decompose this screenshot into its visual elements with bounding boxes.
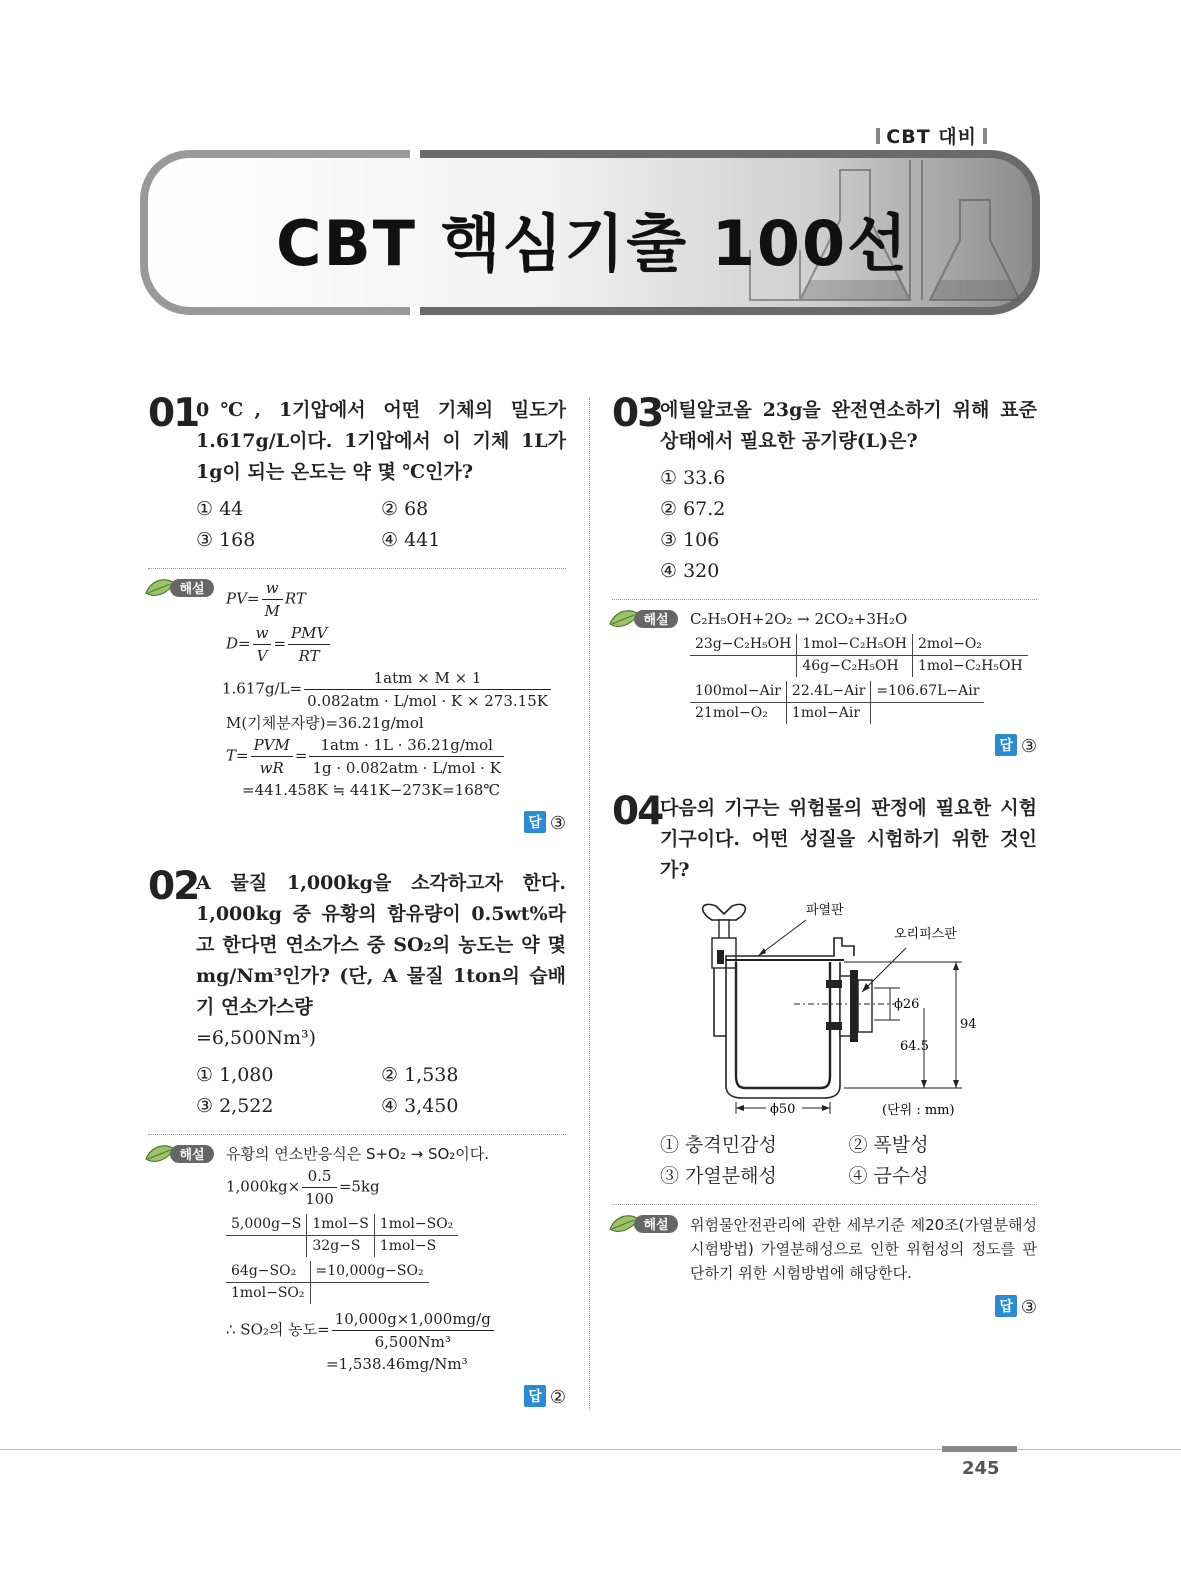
explanation-label: 해설 [643,613,669,628]
option-3: ③ 2,522 [196,1095,274,1117]
expl-line: D= $\frac{w}{V}$ = $\frac{\text{PMV}}{RT}$ [226,622,566,667]
separator [612,1204,1037,1205]
explanation [612,1213,1037,1285]
answer-badge: 답 [524,811,546,833]
option-1: ① 44 [196,498,244,520]
expl-line: ∴ SO₂의 농도= $\frac{10,000g\times 1,000mg/g}{\text{6,500Nm³}}$ [226,1308,566,1353]
column-divider [589,398,590,1410]
question-02 [148,864,566,1408]
option-4: ④ 441 [381,529,441,551]
leaf-icon [144,575,216,603]
answer-badge: 답 [995,734,1017,756]
option-1: ① 33.6 [660,467,726,489]
question-text: 에틸알코올 23g을 완전연소하기 위해 표준상태에서 필요한 공기량(L)은? [660,399,1037,452]
expl-line: =441.458K ≒ 441K−273K=168℃ [242,781,501,799]
expl-line: PV= $\frac{w}{M}$ RT [226,579,306,620]
question-text: 0℃, 1기압에서 어떤 기체의 밀도가 1.617g/L이다. 1기압에서 이 기체 1L가 1g이 되는 온도는 약 몇 ℃인가? [196,399,566,483]
answer [612,734,1037,757]
separator [148,568,566,569]
answer [148,1385,566,1408]
option-3: ③ 가열분해성 [660,1165,777,1187]
option-3: ③ 106 [660,529,720,551]
question-number: 01 [148,391,199,436]
question-01 [148,391,566,834]
answer-value: ③ [549,813,566,834]
dim-phi26: ϕ26 [894,997,920,1012]
dim-64-5: 64.5 [900,1039,929,1054]
leaf-icon [608,606,680,634]
page-number: 245 [962,1458,1000,1479]
section-tag: CBT 대비 [870,122,993,149]
conversion-table: 5,000g−S 1mol−S 1mol−SO₂ 32g−S 1mol−S [226,1214,458,1257]
explanation-label: 해설 [179,1148,205,1163]
option-1: ① 1,080 [196,1064,274,1086]
question-number: 03 [612,391,663,436]
answer-badge: 답 [995,1295,1017,1317]
expl-line: C₂H₅OH+2O₂ → 2CO₂+3H₂O [690,610,908,628]
question-text: A 물질 1,000kg을 소각하고자 한다. 1,000kg 중 유황의 함유량이 0.5wt%라고 한다면 연소가스 중 SO₂의 농도는 약 몇 mg/Nm³인가? (단, A 물질 1ton의 습배기 연소가스량 =6,500Nm³) [196,872,566,1049]
title-banner [140,150,1045,315]
explanation [148,1143,566,1375]
answer [148,811,566,834]
page-title: CBT 핵심기출 100선 [275,207,910,280]
conversion-table: 64g−SO₂ =10,000g−SO₂ 1mol−SO₂ [226,1261,429,1304]
options [196,494,566,556]
expl-line: 1.617g/L= $\frac{\text{1atm × M × 1}}{\text{0.082atm · L/mol · K × 273.15K}}$ [222,667,566,712]
explanation [148,577,566,801]
dim-phi50: ϕ50 [770,1102,796,1117]
footer-tab [942,1446,1017,1452]
answer-value: ③ [1020,736,1037,757]
expl-line: =1,538.46mg/Nm³ [326,1355,468,1373]
apparatus-figure [694,900,1024,1120]
answer [612,1295,1037,1318]
option-4: ④ 금수성 [848,1165,929,1187]
dim-94: 94 [960,1017,977,1032]
answer-value: ③ [1020,1297,1037,1318]
answer-value: ② [549,1387,566,1408]
expl-line: 위험물안전관리에 관한 세부기준 제20조(가열분해성 시험방법) 가열분해성으로 인한 위험성의 정도를 판단하기 위한 시험방법에 해당한다. [690,1216,1037,1282]
options [660,463,1037,587]
leaf-icon [144,1141,216,1169]
options [196,1060,566,1122]
option-2: ② 폭발성 [848,1134,929,1156]
conversion-table: 23g−C₂H₅OH 1mol−C₂H₅OH 2mol−O₂ 46g−C₂H₅OH 1mol−C₂H₅OH [690,634,1028,677]
option-4: ④ 320 [660,560,720,582]
option-4: ④ 3,450 [381,1095,459,1117]
explanation-label: 해설 [179,582,205,597]
question-number: 04 [612,789,663,834]
question-text: 다음의 기구는 위험물의 판정에 필요한 시험 기구이다. 어떤 성질을 시험하기 위한 것인가? [660,797,1037,881]
option-2: ② 67.2 [660,498,726,520]
right-column [612,391,1037,1318]
leaf-icon [608,1211,680,1239]
answer-badge: 답 [524,1385,546,1407]
option-2: ② 1,538 [381,1064,459,1086]
label-rupture-disc: 파열판 [806,903,844,918]
question-03 [612,391,1037,757]
question-number: 02 [148,864,199,909]
label-orifice-plate: 오리피스판 [894,927,957,942]
expl-line: T= $\frac{\text{PVM}}{wR}$ = $\frac{\text{1atm · 1L · 36.21g/mol}}{\text{1g · 0.082atm · L/mol · K}}$ [226,734,566,779]
separator [612,599,1037,600]
explanation [612,608,1037,724]
option-3: ③ 168 [196,529,256,551]
expl-line: 유황의 연소반응식은 S+O₂ → SO₂이다. [226,1145,490,1163]
explanation-label: 해설 [643,1218,669,1233]
options [660,1130,1037,1192]
option-1: ① 충격민감성 [660,1134,777,1156]
wing-nut-icon [703,904,746,920]
question-04 [612,789,1037,1318]
conversion-table: 100mol−Air 22.4L−Air =106.67L−Air 21mol−O₂ 1mol−Air [690,681,984,724]
separator [148,1134,566,1135]
option-2: ② 68 [381,498,429,520]
left-column [148,391,566,1408]
unit-label: (단위 : mm) [882,1103,955,1118]
expl-line: M(기체분자량)=36.21g/mol [226,714,424,732]
expl-line: 1,000kg× $\frac{0.5}{100}$ =5kg [226,1167,380,1208]
